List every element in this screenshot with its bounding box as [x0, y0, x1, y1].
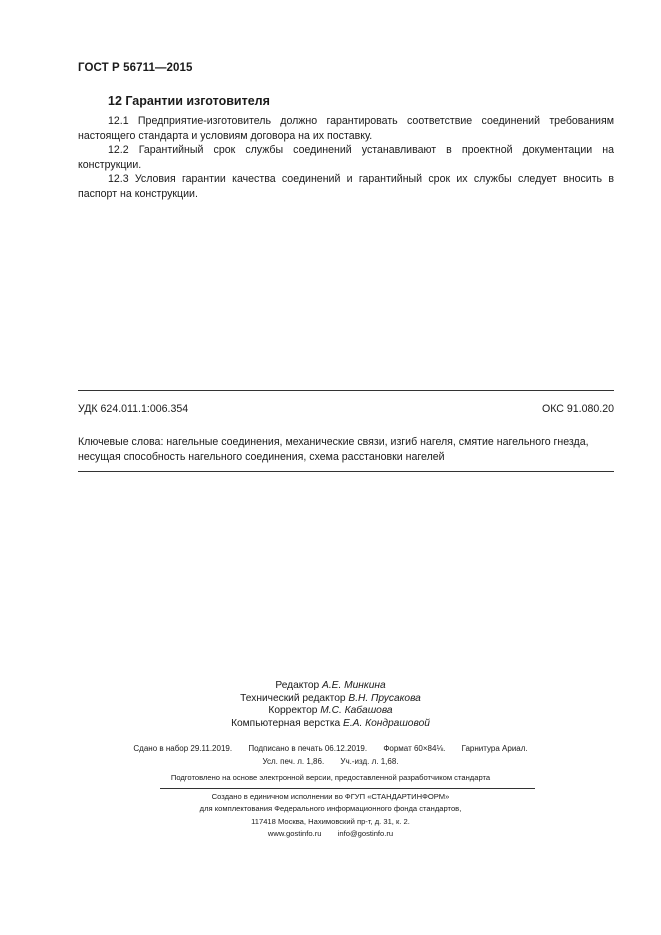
print-sheets: Усл. печ. л. 1,86.: [262, 757, 325, 766]
credit-name: М.С. Кабашова: [320, 705, 393, 716]
publisher-line-2: для комплектования Федерального информационного фонда стандартов,: [199, 803, 462, 813]
section-title: 12 Гарантии изготовителя: [108, 94, 270, 108]
divider-bottom: [78, 471, 614, 472]
postal-address: 117418 Москва, Нахимовский пр-т, д. 31, к. 2.: [251, 817, 410, 826]
signed-date: Подписано в печать 06.12.2019.: [248, 744, 368, 753]
paper-format: Формат 60×84⅛.: [383, 744, 446, 753]
divider-top: [78, 390, 614, 391]
credit-name: Е.А. Кондрашовой: [343, 717, 430, 729]
credit-layout: [0, 718, 661, 731]
credit-role: Корректор: [268, 705, 318, 716]
paragraph-12-1: 12.1 Предприятие-изготовитель должно гарантировать соответствие соединений требованиям настоящего стандарта и условиям договора на их поставку.: [78, 115, 614, 142]
credit-proofreader: [0, 705, 661, 718]
prepared-note: Подготовлено на основе электронной версии, предоставленной разработчиком стандарта: [170, 773, 491, 782]
credit-role: Компьютерная верстка: [231, 717, 341, 729]
print-info-line-1: [0, 742, 661, 755]
keywords: Ключевые слова: нагельные соединения, механические связи, изгиб нагеля, смятие нагельного гнезда, несущая способность нагельного соединения, схема расстановки нагелей: [78, 436, 589, 463]
print-info-line-2: [0, 755, 661, 768]
paragraph-12-2: 12.2 Гарантийный срок службы соединений устанавливают в проектной документации на конструкции.: [78, 144, 614, 171]
publisher-divider: [160, 788, 535, 789]
credit-editor: [0, 680, 661, 693]
submitted-date: Сдано в набор 29.11.2019.: [133, 744, 233, 753]
credits-block: [0, 680, 661, 730]
credit-tech-editor: [0, 693, 661, 706]
oks-code: ОКС 91.080.20: [541, 403, 614, 415]
address-block: [0, 816, 661, 839]
website-link[interactable]: www.gostinfo.ru: [267, 828, 322, 838]
standard-code: ГОСТ Р 56711—2015: [78, 62, 193, 74]
credit-role: Технический редактор: [240, 692, 346, 704]
credit-role: Редактор: [275, 680, 320, 691]
email-link[interactable]: info@gostinfo.ru: [337, 828, 394, 838]
paragraph-12-3: 12.3 Условия гарантии качества соединений и гарантийный срок их службы следует вносить в паспорт на конструкции.: [78, 173, 614, 200]
publisher-block: [0, 791, 661, 814]
edit-sheets: Уч.-изд. л. 1,68.: [340, 757, 399, 766]
credit-name: В.Н. Прусакова: [348, 692, 421, 704]
publisher-line-1: Создано в единичном исполнении во ФГУП «СТАНДАРТИНФОРМ»: [211, 792, 450, 801]
credit-name: А.Е. Минкина: [322, 680, 386, 691]
print-info: [0, 742, 661, 768]
udk-code: УДК 624.011.1:006.354: [78, 403, 189, 415]
typeface: Гарнитура Ариал.: [461, 744, 528, 753]
contacts-line: [0, 828, 661, 840]
